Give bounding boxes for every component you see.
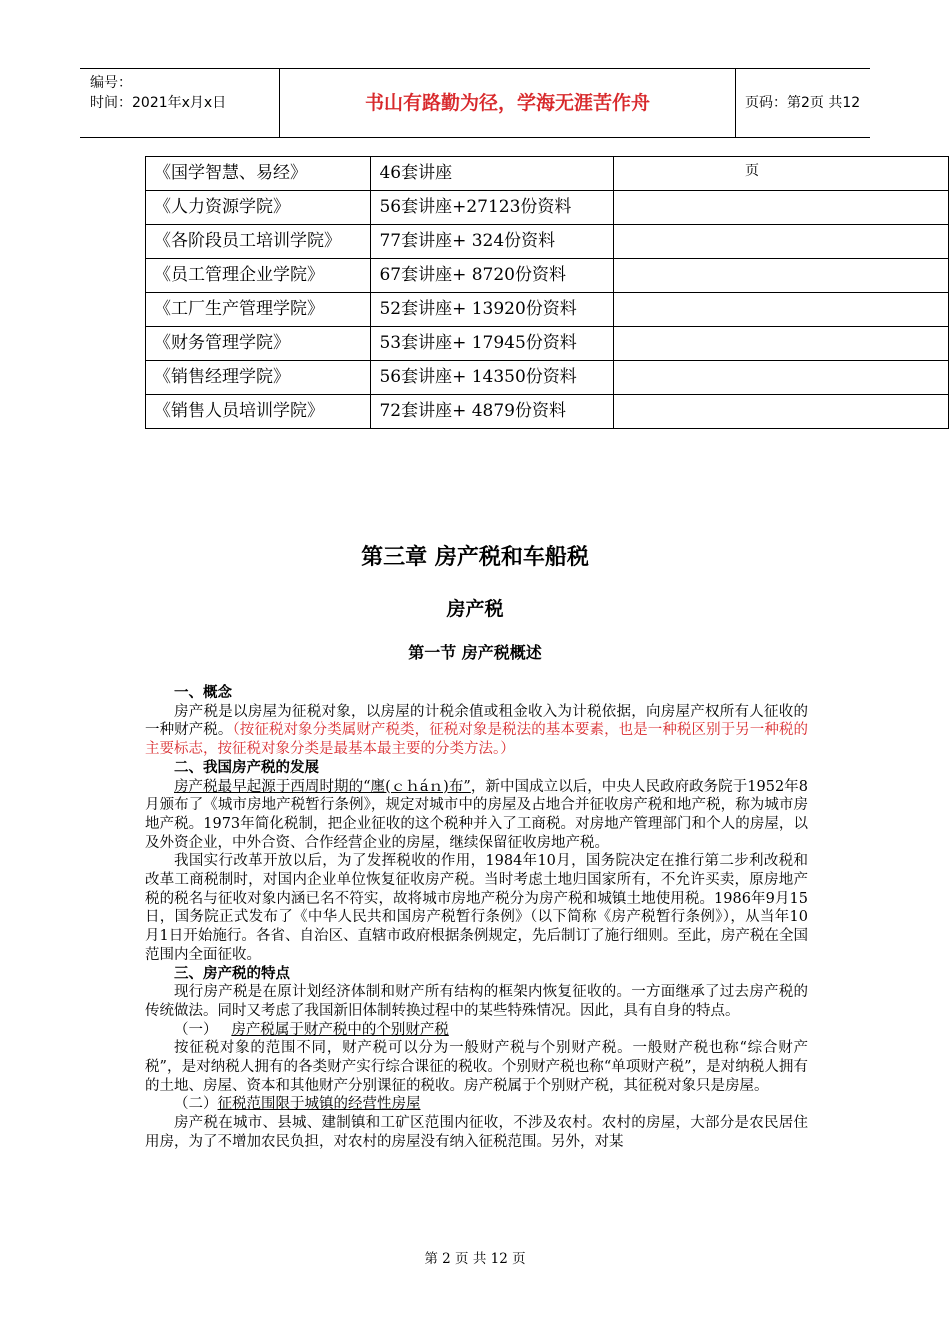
course-name: 《员工管理企业学院》 xyxy=(146,259,371,293)
course-count: 56套讲座+27123份资料 xyxy=(371,191,614,225)
header-number: 编号： xyxy=(90,75,132,91)
table-row xyxy=(146,191,949,225)
paragraph-features-2: 按征税对象的范围不同，财产税可以分为一般财产税与个别财产税。一般财产税也称“综合财产税”，是对纳税人拥有的各类财产实行综合课征的税收。个别财产税也称“单项财产税”，是对纳税人拥有的土地、房屋、资本和其他财产分别课征的税收。房产税属于个别财产税，其征税对象只是房屋。 xyxy=(145,1040,808,1094)
header-meta xyxy=(80,69,280,137)
course-name: 《财务管理学院》 xyxy=(146,327,371,361)
course-name: 《各阶段员工培训学院》 xyxy=(146,225,371,259)
subheading-1 xyxy=(145,1021,808,1040)
table-row xyxy=(146,395,949,429)
header-page-info: 页码：第2页 共12页 xyxy=(745,95,861,179)
course-name: 《销售经理学院》 xyxy=(146,361,371,395)
heading-features: 三、房产税的特点 xyxy=(174,965,290,982)
course-count: 52套讲座+ 13920份资料 xyxy=(371,293,614,327)
subheading-2-text: 征税范围限于城镇的经营性房屋 xyxy=(217,1096,421,1113)
course-note xyxy=(613,191,948,225)
heading-development: 二、我国房产税的发展 xyxy=(174,759,319,776)
subheading-2-number: （二） xyxy=(174,1096,218,1113)
paragraph-features-1: 现行房产税是在原计划经济体制和财产所有结构的框架内恢复征收的。一方面继承了过去房产税的传统做法。同时又考虑了我国新旧体制转换过程中的某些特殊情况。因此，具有自身的特点。 xyxy=(145,984,808,1019)
body-text xyxy=(145,684,808,1152)
subheading-1-text: 房产税属于财产税中的个别财产税 xyxy=(231,1021,449,1038)
page-footer: 第 2 页 共 12 页 xyxy=(424,1251,526,1267)
course-count: 46套讲座 xyxy=(371,157,614,191)
course-note xyxy=(613,395,948,429)
concept-note-red: （按征税对象分类属财产税类，征税对象是税法的基本要素，也是一种税区别于另一种税的主要标志，按征税对象分类是最基本最主要的分类方法。） xyxy=(145,722,809,758)
paragraph-concept xyxy=(145,703,808,759)
paragraph-development-2: 我国实行改革开放以后，为了发挥税收的作用，1984年10月，国务院决定在推行第二步利改税和改革工商税制时，对国内企业单位恢复征收房产税。当时考虑土地归国家所有，不允许买卖，原房地产税的税名与征收对象内涵已名不符实，故将城市房地产税分为房产税和城镇土地使用税。1986年9月15日，国务院正式发布了《中华人民共和国房产税暂行条例》（以下简称《房产税暂行条例》），从当年10月1日开始施行。各省、自治区、直辖市政府根据条例规定，先后制订了施行细则。至此，房产税在全国范围内全面征收。 xyxy=(145,853,808,963)
table-row xyxy=(146,157,949,191)
course-name: 《销售人员培训学院》 xyxy=(146,395,371,429)
header-slogan: 书山有路勤为径，学海无涯苦作舟 xyxy=(280,69,736,137)
course-count: 77套讲座+ 324份资料 xyxy=(371,225,614,259)
paragraph-features-3: 房产税在城市、县城、建制镇和工矿区范围内征收，不涉及农村。农村的房屋，大部分是农民居住用房，为了不增加农民负担，对农村的房屋没有纳入征税范围。另外，对某 xyxy=(145,1115,808,1150)
development-text-1: ，新中国成立以后，中央人民政府政务院于1952年8月颁布了《城市房地产税暂行条例》，规定对城市中的房屋及占地合并征收房产税和地产税，称为城市房地产税。1973年简化税制，把企业征收的这个税种并入了工商税。对房地产管理部门和个人的房屋，以及外资企业，中外合资、合作经营企业的房屋，继续保留征收房地产税。 xyxy=(145,778,808,851)
heading-concept: 一、概念 xyxy=(174,685,232,701)
course-note xyxy=(613,225,948,259)
course-name: 《人力资源学院》 xyxy=(146,191,371,225)
paragraph-development-1 xyxy=(145,778,808,853)
course-note xyxy=(613,361,948,395)
course-table xyxy=(145,156,949,429)
concept-text: 房产税是以房屋为征税对象，以房屋的计税余值或租金收入为计税依据，向房屋产权所有人征收的一种财产税。 xyxy=(145,703,808,739)
course-count: 53套讲座+ 17945份资料 xyxy=(371,327,614,361)
chapter-title: 第三章 房产税和车船税 xyxy=(361,545,589,570)
course-name: 《国学智慧、易经》 xyxy=(146,157,371,191)
course-note xyxy=(613,259,948,293)
course-note xyxy=(613,157,948,191)
table-row xyxy=(146,225,949,259)
course-count: 56套讲座+ 14350份资料 xyxy=(371,361,614,395)
subheading-2 xyxy=(145,1095,808,1114)
header-time: 时间：2021年x月x日 xyxy=(90,95,227,111)
table-row xyxy=(146,327,949,361)
origin-underlined: 房产税最早起源于西周时期的“廛(ｃｈáｎ)布” xyxy=(174,778,471,795)
course-note xyxy=(613,327,948,361)
section-title: 第一节 房产税概述 xyxy=(408,643,542,662)
course-name: 《工厂生产管理学院》 xyxy=(146,293,371,327)
table-row xyxy=(146,361,949,395)
subheading-1-number: （一） xyxy=(174,1021,218,1038)
course-note xyxy=(613,293,948,327)
table-row xyxy=(146,293,949,327)
subtitle: 房产税 xyxy=(446,598,504,620)
course-count: 72套讲座+ 4879份资料 xyxy=(371,395,614,429)
table-row xyxy=(146,259,949,293)
course-count: 67套讲座+ 8720份资料 xyxy=(371,259,614,293)
